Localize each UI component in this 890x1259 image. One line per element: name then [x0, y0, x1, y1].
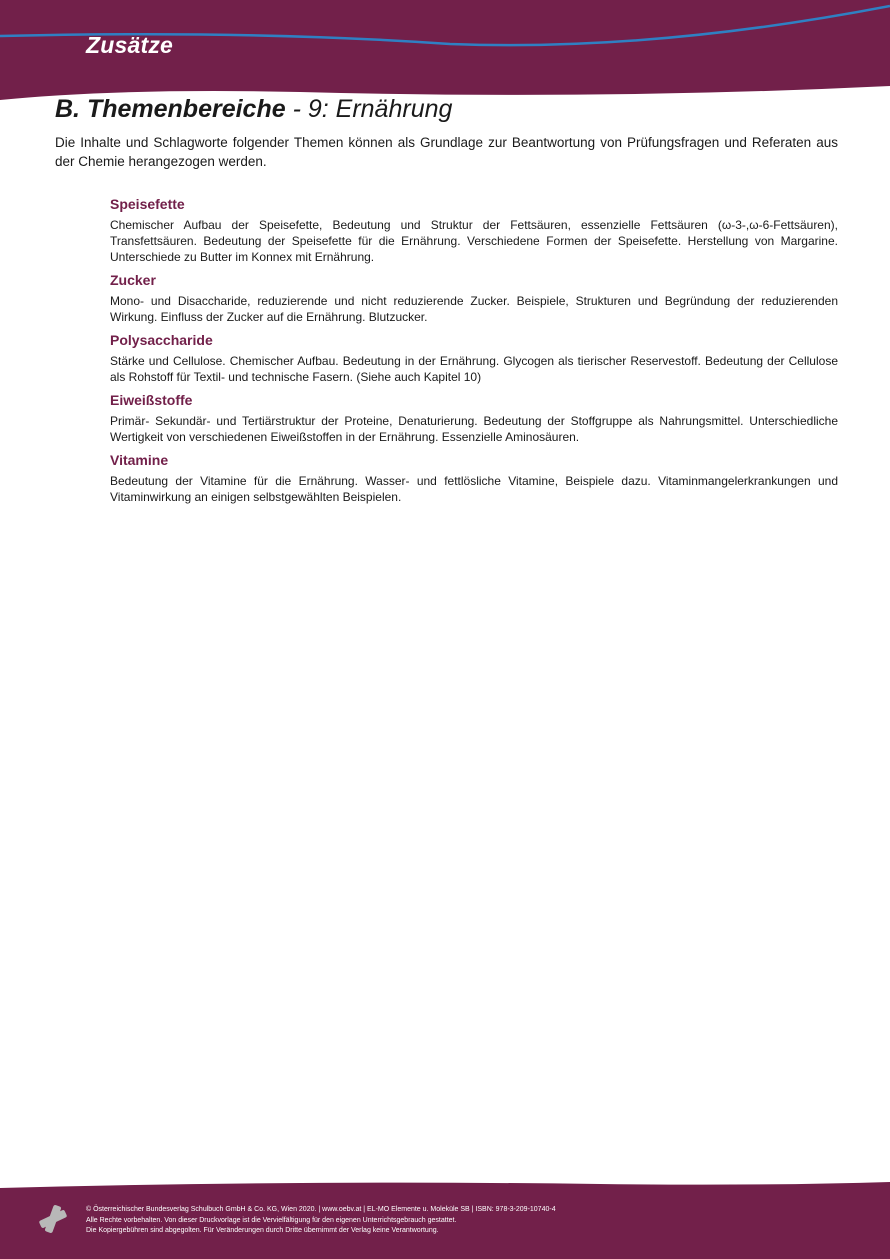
footer-line: Alle Rechte vorbehalten. Von dieser Druckvorlage ist die Vervielfältigung für den eigenen Unterrichtsgebrauch gestattet. [86, 1216, 457, 1224]
topic-text: Bedeutung der Vitamine für die Ernährung. Wasser- und fettlösliche Vitamine, Beispiele dazu. Vitaminmangelerkrankungen und Vitaminwirkung an einigen selbstgewählten Beispielen. [110, 474, 838, 504]
header-title: Zusätze [86, 32, 174, 58]
topic-vitamine [110, 451, 838, 505]
topic-title: Speisefette [110, 196, 185, 212]
topic-title: Vitamine [110, 452, 169, 468]
page-title [55, 95, 452, 124]
topic-text: Primär- Sekundär- und Tertiärstruktur der Proteine, Denaturierung. Bedeutung der Stoffgruppe als Nahrungsmittel. Unterschiedliche Wertigkeit von verschiedenen Eiweißstoffen in der Ernährung. Essenzielle Aminosäuren. [110, 414, 838, 444]
publisher-logo-icon [38, 1204, 68, 1234]
topic-title: Eiweißstoffe [110, 392, 193, 408]
topic-polysaccharide [110, 331, 838, 385]
topic-zucker [110, 271, 838, 325]
topic-list [110, 195, 838, 511]
topic-title: Zucker [110, 272, 156, 288]
intro-paragraph: Die Inhalte und Schlagworte folgender Themen können als Grundlage zur Beantwortung von Prüfungsfragen und Referaten aus der Chemie herangezogen werden. [55, 135, 838, 169]
page-title-separator: - [285, 95, 308, 123]
page-title-chapter: 9: Ernährung [307, 95, 453, 123]
topic-title: Polysaccharide [110, 332, 213, 348]
topic-text: Chemischer Aufbau der Speisefette, Bedeutung und Struktur der Fettsäuren, essenzielle Fettsäuren (ω-3-,ω-6-Fettsäuren), Transfettsäuren. Bedeutung der Speisefette für die Ernährung. Verschiedene Formen der Speisefette. Herstellung von Margarine. Unterschiede zu Butter im Konnex mit Ernährung. [110, 218, 838, 264]
topic-text: Mono- und Disaccharide, reduzierende und nicht reduzierende Zucker. Beispiele, Strukturen und Begründung der reduzierenden Wirkung. Einfluss der Zucker auf die Ernährung. Blutzucker. [110, 294, 838, 324]
header-band [0, 0, 890, 100]
topic-text: Stärke und Cellulose. Chemischer Aufbau. Bedeutung in der Ernährung. Glycogen als tierischer Reservestoff. Bedeutung der Cellulose als Rohstoff für Textil- und technische Fasern. (Siehe auch Kapitel 10) [110, 354, 838, 384]
topic-eiweissstoffe [110, 391, 838, 445]
page-title-section: B. Themenbereiche [55, 95, 286, 123]
footer-line: © Österreichischer Bundesverlag Schulbuch GmbH & Co. KG, Wien 2020. | www.oebv.at | EL-MO Elemente u. Moleküle SB | ISBN: 978-3-209-10740-4 [86, 1206, 556, 1213]
topic-speisefette [110, 195, 838, 265]
footer-line: Die Kopiergebühren sind abgegolten. Für Veränderungen durch Dritte übernimmt der Verlag keine Verantwortung. [86, 1227, 439, 1234]
footer-copyright [86, 1205, 556, 1237]
